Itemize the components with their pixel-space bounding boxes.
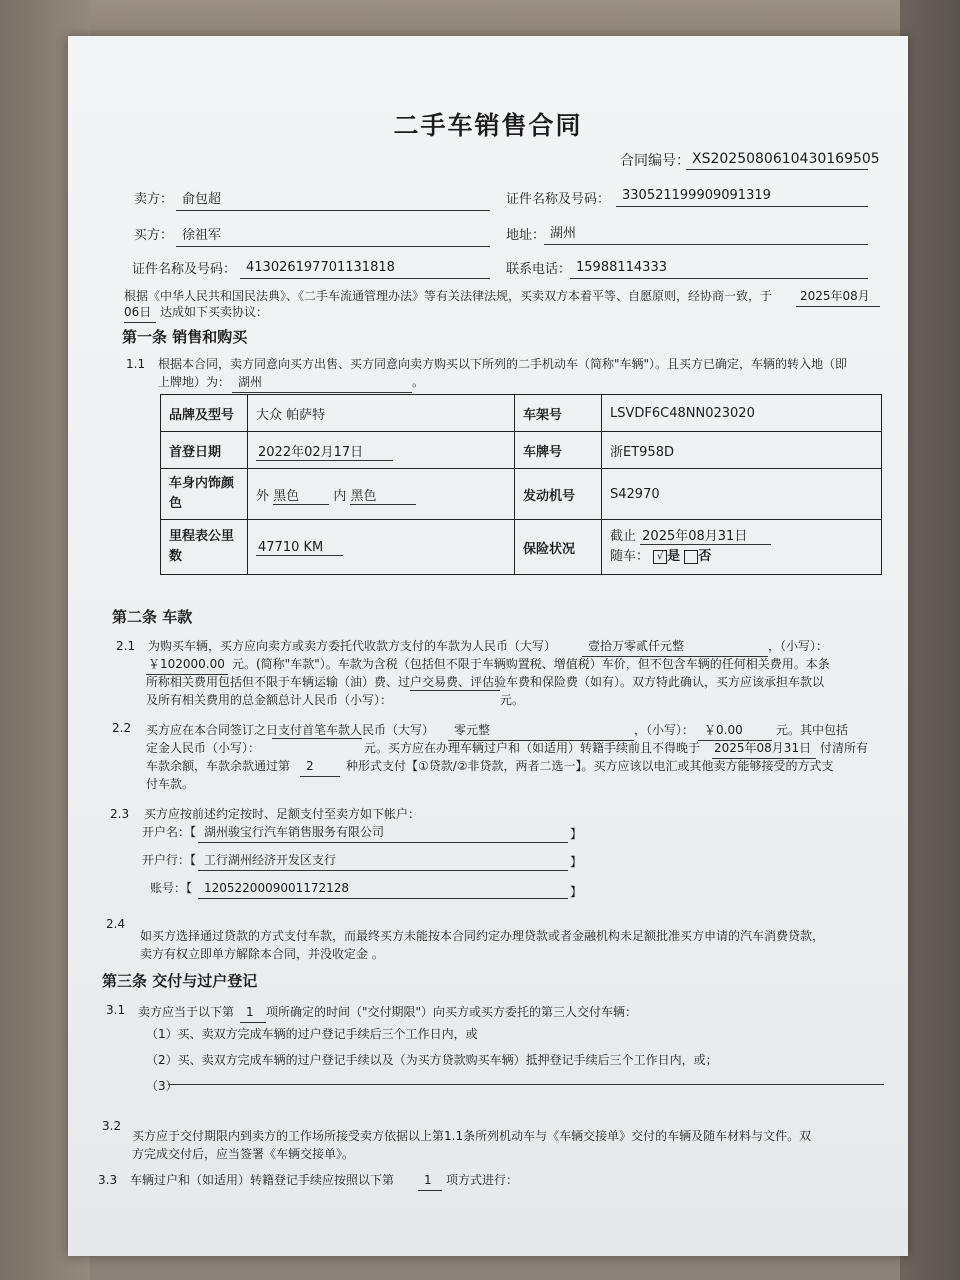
payment-deadline: 2025年08月31日 (712, 738, 816, 759)
reg-date-value: 2022年02月17日 (256, 445, 393, 461)
insurance-follow-label: 随车： (610, 549, 650, 564)
preamble-date-b: 06日 (124, 302, 156, 323)
clause-2-4-line-1: 如买方选择通过贷款的方式支付车款，而最终买方未能按本合同约定办理贷款或者金融机构未足额批准买方申请的汽车消费贷款， (140, 929, 825, 943)
bracket-close: 】 (570, 855, 583, 869)
clause-3-1-option-2: （2）买、卖双方完成车辆的过户登记手续以及（为买方贷款购买车辆）抵押登记手续后三个工作日内，或； (146, 1053, 718, 1067)
clause-2-2-line-2: 定金人民币（小写）： (146, 741, 261, 755)
color-label (161, 469, 248, 520)
clause-2-4-line-2: 卖方有权立即单方解除本合同，并没收定金 。 (140, 947, 384, 961)
transfer-place: 湖州 (232, 372, 412, 393)
insurance-yes: 是 (667, 549, 681, 564)
bracket-close: 】 (570, 827, 583, 841)
account-bank: 工行湖州经济开发区支行 (198, 850, 568, 871)
clause-number: 3.2 (102, 1119, 122, 1133)
checkbox-yes-icon: √ (653, 550, 667, 564)
insurance-cell (602, 520, 882, 575)
insurance-until-label: 截止 (610, 529, 637, 544)
clause-end: 。 (412, 375, 425, 389)
payment-method: 2 (300, 756, 340, 777)
clause-2-2-line-4: 付车款。 (146, 777, 195, 791)
clause-3-2-line-1: 买方应于交付期限内到卖方的工作场所接受卖方依据以上第1.1条所列机动车与《车辆交接单》交付的车辆及随车材料与文件。双 (132, 1129, 812, 1143)
buyer-label: 买方： (134, 228, 174, 243)
clause-number: 2.4 (106, 917, 126, 931)
first-payment-chinese: 零元整 (448, 720, 634, 741)
seller-label: 卖方： (134, 192, 174, 207)
clause-number: 3.1 (106, 1003, 126, 1017)
account-number-label: 账号：【 (150, 881, 193, 895)
brand-value: 大众 帕萨特 (248, 395, 515, 432)
clause-number: 3.3 (98, 1173, 118, 1187)
vin-value: LSVDF6C48NN023020 (602, 395, 882, 432)
preamble-end: 达成如下买卖协议： (160, 305, 269, 319)
reg-date-label: 首登日期 (161, 432, 248, 469)
clause-number: 1.1 (126, 357, 146, 371)
transfer-item: 1 (418, 1170, 442, 1191)
clause-2-1-line-1: 为购买车辆，买方应向卖方或卖方委托代收款方支付的车款为人民币（大写） (148, 639, 557, 653)
seller-id-label: 证件名称及号码： (506, 192, 611, 207)
clause-3-1-option-1: （1）买、卖双方完成车辆的过户登记手续后三个工作日内，或 (146, 1027, 478, 1041)
seller-name: 俞包超 (176, 190, 490, 211)
buyer-id-label: 证件名称及号码： (132, 262, 237, 277)
reg-date-cell (248, 432, 515, 469)
engine-label: 发动机号 (515, 469, 602, 520)
address-label: 地址： (506, 228, 546, 243)
clause-2-1-end: 元。 (500, 693, 525, 707)
clause-2-2-line-2c: 付清所有 (820, 741, 869, 755)
address: 湖州 (544, 224, 868, 245)
desk-background-right (900, 0, 960, 1280)
mileage-label-line-1: 里程表公里 (169, 529, 235, 544)
price-amount: ￥102000.00 (146, 654, 228, 675)
account-name: 湖州骏宝行汽车销售服务有限公司 (198, 822, 568, 843)
first-payment-small-label: ，（小写）： (634, 723, 695, 737)
phone: 15988114333 (570, 258, 868, 279)
clause-3-1-line-1: 卖方应当于以下第 (138, 1005, 235, 1019)
account-number: 1205220009001172128 (198, 878, 568, 899)
clause-2-1-line-2: 元。(简称"车款"）。车款为含税（包括但不限于车辆购置税、增值税）车价，但不包含车辆的任何相关费用。本条 (232, 657, 830, 671)
buyer-id: 413026197701131818 (240, 258, 490, 279)
clause-2-2-line-1: 买方应在本合同签订之日支付首笔车款人民币（大写） (146, 723, 435, 737)
article-3-heading: 第三条 交付与过户登记 (102, 972, 258, 990)
account-name-label: 开户名：【 (142, 825, 197, 839)
option-3-blank (168, 1084, 884, 1085)
buyer-name: 徐祖军 (176, 226, 490, 247)
preamble-date-a: 2025年08月 (796, 286, 880, 307)
clause-2-2-line-1-end: 元。其中包括 (776, 723, 849, 737)
color-cell (248, 469, 515, 520)
mileage-value: 47710 KM (256, 540, 343, 556)
insurance-label: 保险状况 (515, 520, 602, 575)
first-payment-amount: ￥0.00 (698, 720, 772, 741)
brand-label: 品牌及型号 (161, 395, 248, 432)
clause-number: 2.3 (110, 807, 130, 821)
total-amount-blank (410, 690, 500, 691)
phone-label: 联系电话： (506, 262, 572, 277)
price-chinese: 壹拾万零贰仟元整 (582, 636, 768, 657)
clause-number: 2.2 (112, 721, 132, 735)
article-1-heading: 第一条 销售和购买 (122, 328, 248, 346)
clause-2-3-line-1: 买方应按前述约定按时、足额支付至卖方如下帐户： (144, 807, 421, 821)
contract-no: XS2025080610430169505 (686, 149, 868, 170)
price-small-label: ，（小写）： (768, 639, 829, 653)
mileage-label-line-2: 数 (169, 549, 183, 564)
insurance-until-date: 2025年08月31日 (640, 529, 771, 545)
clause-2-1-line-3: 所称相关费用包括但不限于车辆运输（油）费、过户交易费、评估验车费和保险费（如有）。双方特此确认，买方应该承担车款以 (146, 675, 825, 689)
color-label-line-1: 车身内饰颜 (169, 476, 235, 491)
engine-value: S42970 (602, 469, 882, 520)
clause-3-3-line-1b: 项方式进行： (446, 1173, 519, 1187)
contract-paper (68, 36, 908, 1256)
plate-label: 车牌号 (515, 432, 602, 469)
article-2-heading: 第二条 车款 (112, 608, 193, 626)
exterior-color: 黑色 (273, 489, 329, 505)
clause-2-1-line-4: 及所有相关费用的总金额总计人民币（小写）： (146, 693, 393, 707)
insurance-no: 否 (698, 549, 712, 564)
exterior-label: 外 (256, 488, 270, 504)
interior-label: 内 (333, 488, 347, 504)
seller-id: 330521199909091319 (616, 186, 868, 207)
delivery-item: 1 (240, 1002, 266, 1023)
clause-3-2-line-2: 方完成交付后，应当签署《车辆交接单》。 (132, 1147, 355, 1161)
plate-value: 浙ET958D (602, 432, 882, 469)
clause-number: 2.1 (116, 639, 136, 653)
mileage-label (161, 520, 248, 575)
clause-3-1-option-3: （3） (146, 1079, 178, 1093)
clause-2-2-line-2b: 元。买方应在办理车辆过户和（如适用）转籍手续前且不得晚于 (364, 741, 701, 755)
clause-1-1-text: 根据本合同，卖方同意向买方出售、买方同意向卖方购买以下所列的二手机动车（简称"车辆"）。且买方已确定，车辆的转入地（即 (158, 357, 848, 371)
vin-label: 车架号 (515, 395, 602, 432)
deposit-blank (272, 738, 362, 739)
contract-no-label: 合同编号： (620, 153, 690, 169)
bracket-close: 】 (570, 885, 583, 899)
preamble-text: 根据《中华人民共和国民法典》、《二手车流通管理办法》等有关法律法规，买卖双方本着平等、自愿原则，经协商一致，于 (124, 289, 773, 303)
clause-2-2-line-3b: 种形式支付【①贷款/②非贷款，两者二选一】。买方应该以电汇或其他卖方能够接受的方式支 (346, 759, 834, 773)
document-title: 二手车销售合同 (393, 111, 583, 140)
clause-1-1-text-2: 上牌地）为： (158, 375, 231, 389)
mileage-cell (248, 520, 515, 575)
clause-3-1-line-1b: 项所确定的时间（"交付期限"）向买方或买方委托的第三人交付车辆： (266, 1005, 638, 1019)
clause-2-2-line-3: 车款余额，车款余款通过第 (146, 759, 291, 773)
vehicle-info-table (160, 394, 882, 575)
interior-color: 黑色 (350, 489, 416, 505)
account-bank-label: 开户行：【 (142, 853, 197, 867)
checkbox-no-icon (684, 550, 698, 564)
color-label-line-2: 色 (169, 496, 183, 511)
clause-3-3-line-1: 车辆过户和（如适用）转籍登记手续应按照以下第 (130, 1173, 395, 1187)
